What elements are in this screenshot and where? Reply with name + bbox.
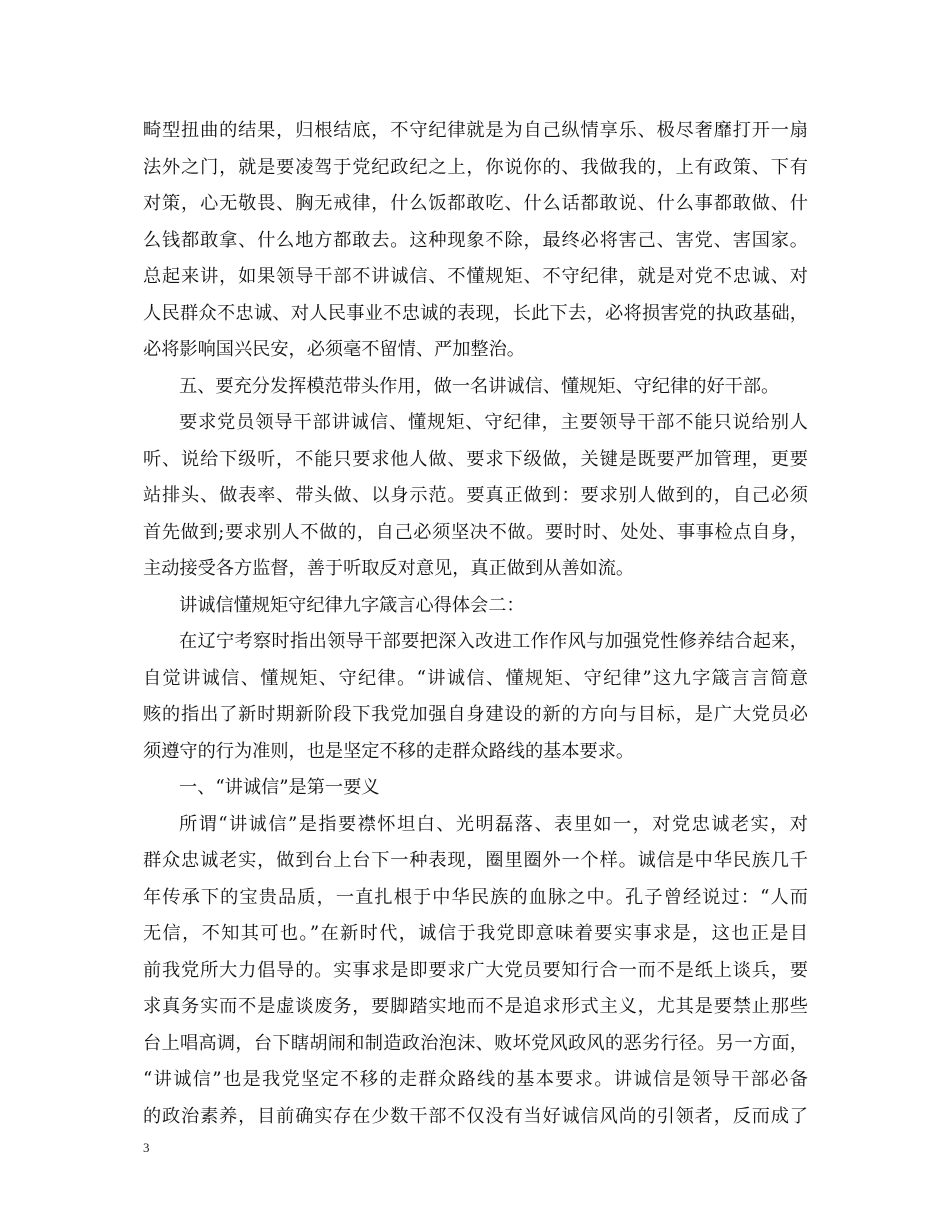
paragraph: [143, 113, 808, 369]
text-line: 畸型扭曲的结果，归根结底，不守纪律就是为自己纵情享乐、极尽奢靡打开一扇: [143, 120, 808, 141]
text-line: 所谓“讲诚信”是指要襟怀坦白、光明磊落、表里如一，对党忠诚老实，对: [179, 813, 808, 835]
text-line: 无信，不知其可也。”在新时代，诚信于我党即意味着要实事求是，这也正是目: [143, 923, 808, 944]
text-line: 一、“讲诚信”是第一要义: [179, 777, 380, 798]
text-line: 在辽宁考察时指出领导干部要把深入改进工作作风与加强党性修养结合起来，: [179, 631, 808, 652]
text-line: 法外之门，就是要凌驾于党纪政纪之上，你说你的、我做我的，上有政策、下有: [143, 156, 808, 178]
text-line: 听、说给下级听，不能只要求他人做、要求下级做，关键是既要严加管理，更要: [143, 448, 808, 470]
text-line: 要求党员领导干部讲诚信、懂规矩、守纪律，主要领导干部不能只说给别人: [179, 412, 808, 433]
text-line: 主动接受各方监督，善于听取反对意见，真正做到从善如流。: [143, 558, 635, 579]
paragraph: [143, 807, 808, 1136]
text-line: 人民群众不忠诚、对人民事业不忠诚的表现，长此下去，必将损害党的执政基础，: [143, 302, 808, 324]
text-line: 年传承下的宝贵品质，一直扎根于中华民族的血脉之中。孔子曾经说过：“人而: [143, 886, 808, 908]
text-line: 台上唱高调，台下瞎胡闹和制造政治泡沫、败坏党风政风的恶劣行径。另一方面，: [143, 1032, 808, 1054]
paragraph: [143, 588, 808, 625]
text-line: 赅的指出了新时期新阶段下我党加强自身建设的新的方向与目标，是广大党员必: [143, 704, 808, 725]
text-line: “讲诚信”也是我党坚定不移的走群众路线的基本要求。讲诚信是领导干部必备: [143, 1069, 808, 1090]
text-line: 前我党所大力倡导的。实事求是即要求广大党员要知行合一而不是纸上谈兵，要: [143, 959, 808, 981]
text-line: 自觉讲诚信、懂规矩、守纪律。“讲诚信、懂规矩、守纪律”这九字箴言言简意: [143, 667, 808, 689]
text-line: 五、要充分发挥模范带头作用，做一名讲诚信、懂规矩、守纪律的好干部。: [179, 375, 780, 397]
text-line: 么钱都敢拿、什么地方都敢去。这种现象不除，最终必将害己、害党、害国家。: [143, 229, 808, 251]
text-line: 的政治素养，目前确实存在少数干部不仅没有当好诚信风尚的引领者，反而成了: [143, 1105, 808, 1127]
text-line: 对策，心无敬畏、胸无戒律，什么饭都敢吃、什么话都敢说、什么事都敢做、什: [143, 193, 808, 214]
paragraph: [143, 369, 808, 406]
text-line: 求真务实而不是虚谈废务，要脚踏实地而不是追求形式主义，尤其是要禁止那些: [143, 996, 808, 1017]
paragraph: [143, 770, 808, 807]
text-line: 首先做到;要求别人不做的，自己必须坚决不做。要时时、处处、事事检点自身，: [143, 521, 808, 543]
paragraph: [143, 405, 808, 588]
document-body: [143, 113, 808, 1135]
page-number: 3: [143, 1140, 150, 1155]
text-line: 站排头、做表率、带头做、以身示范。要真正做到：要求别人做到的，自己必须: [143, 485, 808, 506]
text-line: 必将影响国兴民安，必须毫不留情、严加整治。: [143, 339, 525, 360]
text-line: 讲诚信懂规矩守纪律九字箴言心得体会二：: [179, 594, 525, 616]
text-line: 须遵守的行为准则，也是坚定不移的走群众路线的基本要求。: [143, 740, 635, 762]
text-line: 群众忠诚老实，做到台上台下一种表现，圈里圈外一个样。诚信是中华民族几千: [143, 850, 808, 871]
text-line: 总起来讲，如果领导干部不讲诚信、不懂规矩、不守纪律，就是对党不忠诚、对: [143, 266, 808, 287]
paragraph: [143, 624, 808, 770]
